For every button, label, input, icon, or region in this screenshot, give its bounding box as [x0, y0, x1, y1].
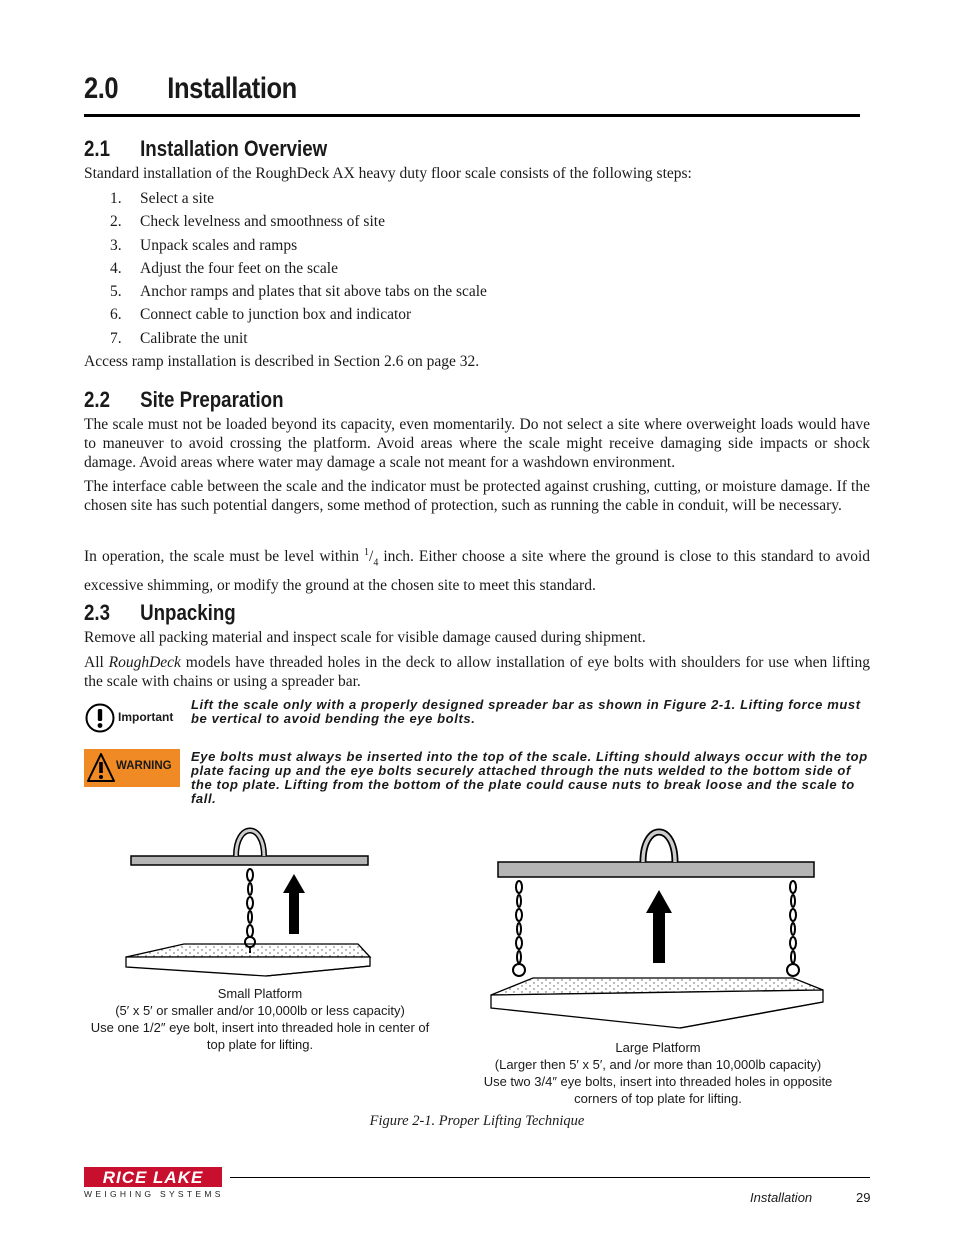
footer-section-name: Installation — [750, 1190, 813, 1205]
chapter-number: 2.0 — [84, 72, 119, 105]
rice-lake-logo — [84, 1167, 224, 1201]
list-item: 7. Calibrate the unit — [110, 329, 248, 347]
unpacking-paragraph-2: All RoughDeck models have threaded holes in the deck to allow installation of eye bolts with shoulders for use when lifting the scale with chains or using a spreader bar. — [84, 654, 871, 690]
lift-arrow-icon — [283, 874, 305, 934]
list-item: 3. Unpack scales and ramps — [110, 236, 298, 254]
spreader-bar — [498, 862, 814, 877]
important-label: Important — [118, 710, 174, 724]
list-item: 2. Check levelness and smoothness of site — [110, 213, 385, 231]
platform-edge — [126, 957, 370, 976]
small-platform-diagram — [126, 831, 370, 977]
section-title: Unpacking — [140, 600, 236, 625]
overview-intro: Standard installation of the RoughDeck AX heavy duty floor scale consists of the following steps: — [84, 165, 692, 182]
chapter-rule — [84, 114, 860, 117]
section-title: Installation Overview — [140, 136, 328, 161]
warning-text: Eye bolts must always be inserted into the top of the scale. Lifting should always occur with the top plate facing up and the eye bolts securely attached through the nuts welded to the bottom side of the top plate. Lifting from the bottom of the plate could cause nuts to break loose and the scale to fall. — [191, 749, 868, 806]
overview-outro: Access ramp installation is described in Section 2.6 on page 32. — [84, 353, 480, 370]
lifting-chain-left — [513, 881, 525, 976]
important-text: Lift the scale only with a properly designed spreader bar as shown in Figure 2-1. Lifting force must be vertical to avoid bending the eye bolts. — [191, 697, 861, 726]
footer-rule — [230, 1177, 870, 1178]
lifting-chain — [245, 869, 255, 947]
logo-wordmark: RICE LAKE — [84, 1167, 222, 1187]
installation-steps — [110, 189, 487, 352]
lifting-chain-right — [787, 881, 799, 976]
lifting-hook — [236, 831, 264, 857]
chapter-title-text: Installation — [167, 72, 297, 105]
section-heading-2-3 — [84, 600, 236, 626]
unpacking-paragraph-1: Remove all packing material and inspect scale for visible damage caused during shipment. — [84, 629, 646, 646]
small-platform-caption: Small Platform (5′ x 5′ or smaller and/or 10,000lb or less capacity) Use one 1/2″ eye bolt, insert into threaded hole in center of top plate for lifting. — [90, 986, 430, 1052]
logo-tagline: WEIGHING SYSTEMS — [84, 1189, 224, 1199]
fraction-denominator: 4 — [373, 557, 379, 569]
lifting-hook — [643, 832, 675, 862]
spreader-bar — [131, 856, 368, 865]
site-paragraph-3: In operation, the scale must be level within $^1/_4$ inch. Either choose a site where the ground is close to this standard to avoid excessive shimming, or modify the ground at the chosen site to meet this standard. — [84, 547, 871, 595]
warning-label: WARNING — [116, 760, 172, 772]
lift-arrow-icon — [646, 890, 672, 963]
page-number: 29 — [856, 1190, 871, 1205]
warning-triangle-icon — [86, 749, 116, 787]
section-number: 2.2 — [84, 387, 111, 412]
section-heading-2-1 — [84, 136, 327, 162]
section-heading-2-2 — [84, 387, 284, 413]
list-item: 6. Connect cable to junction box and indicator — [110, 306, 412, 324]
platform-top — [126, 944, 370, 957]
section-title: Site Preparation — [140, 387, 284, 412]
figure-caption: Figure 2-1. Proper Lifting Technique — [369, 1113, 585, 1129]
list-item: 1. Select a site — [110, 190, 215, 207]
list-item: 4. Adjust the four feet on the scale — [110, 259, 338, 277]
site-paragraph-1: The scale must not be loaded beyond its capacity, even momentarily. Do not select a site where overweight loads would have to maneuver to avoid crossing the platform. Avoid areas where the scale might receive damaging side impacts or shock damage. Avoid areas where water may damage a scale not meant for a washdown environment. — [84, 416, 870, 471]
important-callout-icon — [84, 702, 184, 734]
chapter-title — [84, 72, 297, 106]
fraction-numerator: 1 — [364, 547, 369, 558]
warning-callout-icon — [84, 749, 180, 787]
large-platform-diagram — [491, 832, 823, 1028]
site-paragraph-2: The interface cable between the scale and the indicator must be protected against crushing, cutting, or moisture damage. If the chosen site has such potential dangers, some method of protection, such as running the cable in conduit, will be necessary. — [84, 478, 870, 514]
large-platform-caption: Large Platform (Larger then 5′ x 5′, and /or more than 10,000lb capacity) Use two 3/4″ eye bolts, insert into threaded holes in opposite corners of top plate for lifting. — [483, 1040, 833, 1106]
section-number: 2.3 — [84, 600, 111, 625]
list-item: 5. Anchor ramps and plates that sit above tabs on the scale — [110, 283, 487, 301]
section-number: 2.1 — [84, 136, 111, 161]
platform-edge — [491, 990, 823, 1028]
